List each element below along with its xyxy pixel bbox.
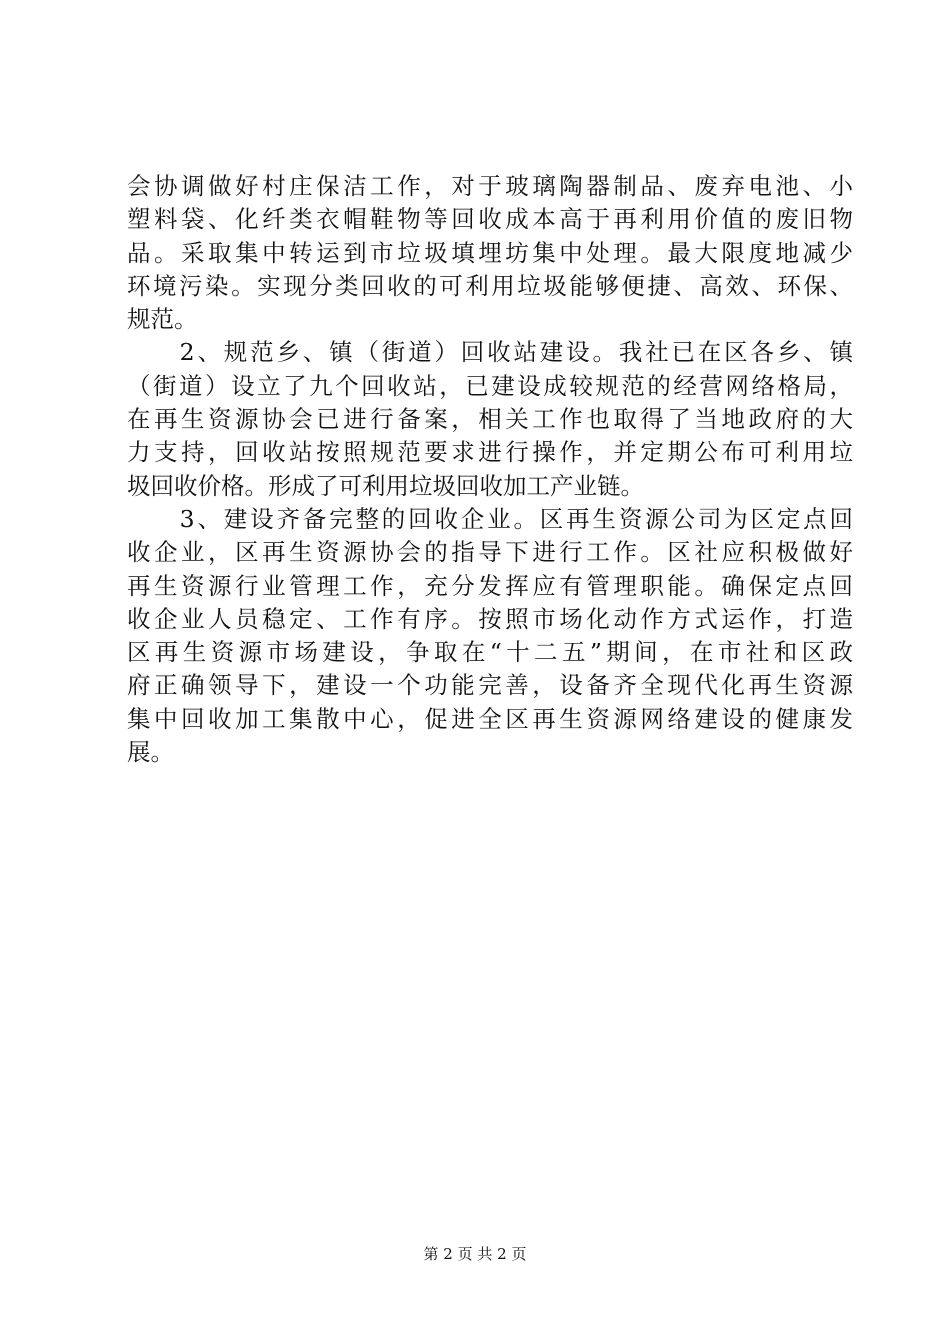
page-footer: 第 2 页 共 2 页 [423,1245,527,1263]
text-line: 再生资源行业管理工作，充分发挥应有管理职能。确保定点回 [127,571,853,600]
text-line: 圾回收价格。形成了可利用垃圾回收加工产业链。 [127,471,644,500]
text-line: 区再生资源市场建设，争取在“十二五”期间，在市社和区政 [127,638,853,667]
paragraph-2 [127,336,853,502]
body-text [127,170,853,769]
text-line: （街道）设立了九个回收站，已建设成较规范的经营网络格局， [127,371,853,400]
text-line: 收企业，区再生资源协会的指导下进行工作。区社应积极做好 [127,538,853,567]
text-line: 规范。 [127,305,198,334]
text-line: 环境污染。实现分类回收的可利用垃圾能够便捷、高效、环保、 [127,271,853,300]
text-line: 品。采取集中转运到市垃圾填埋坊集中处理。最大限度地减少 [127,238,853,267]
text-line: 塑料袋、化纤类衣帽鞋物等回收成本高于再利用价值的废旧物 [127,205,853,234]
text-line: 府正确领导下，建设一个功能完善，设备齐全现代化再生资源 [127,671,853,700]
text-line: 会协调做好村庄保洁工作，对于玻璃陶器制品、废弃电池、小 [127,172,853,200]
text-line: 2、规范乡、镇（街道）回收站建设。我社已在区各乡、镇 [127,338,853,367]
text-line: 力支持，回收站按照规范要求进行操作，并定期公布可利用垃 [127,438,853,467]
text-line: 集中回收加工集散中心，促进全区再生资源网络建设的健康发 [127,704,853,733]
text-line: 在再生资源协会已进行备案，相关工作也取得了当地政府的大 [127,405,853,434]
paragraph-1 [127,170,853,336]
text-line: 展。 [127,738,174,767]
text-line: 3、建设齐备完整的回收企业。区再生资源公司为区定点回 [127,504,853,533]
text-line: 收企业人员稳定、工作有序。按照市场化动作方式运作，打造 [127,604,853,633]
paragraph-3 [127,503,853,769]
